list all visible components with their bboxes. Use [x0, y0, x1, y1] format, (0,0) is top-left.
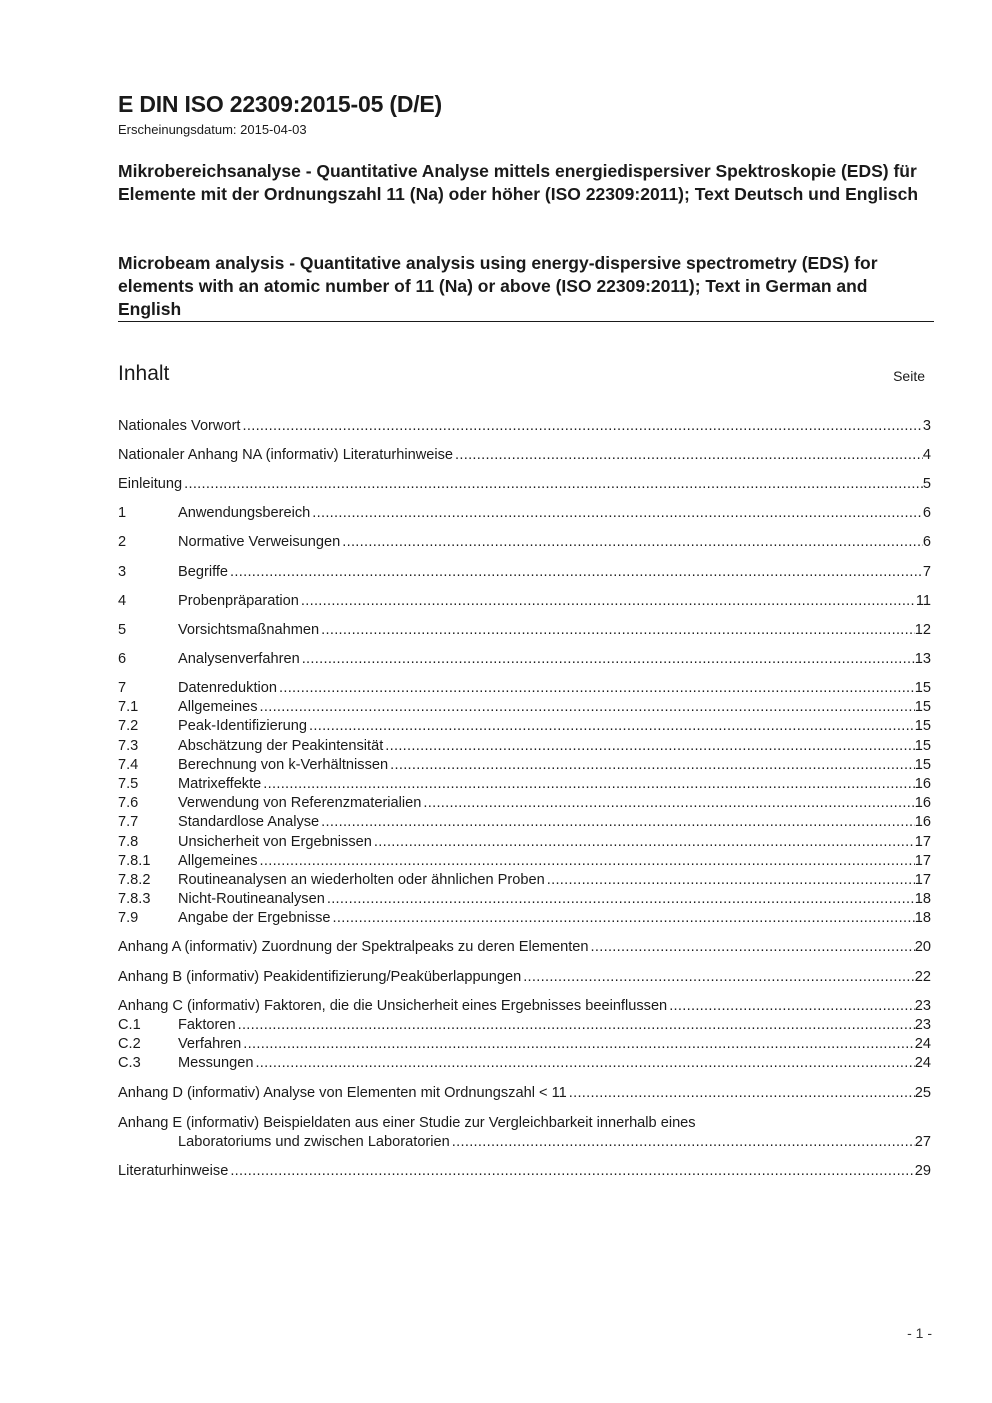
toc-entry[interactable] [118, 870, 931, 890]
toc-entry-title: Anhang C (informativ) Faktoren, die die Unsicherheit eines Ergebnisses beeinflussen [118, 998, 668, 1014]
toc-entry-number: 2 [118, 534, 127, 550]
toc-entry-title: Nicht-Routineanalysen [178, 891, 325, 907]
toc-heading: Inhalt [118, 362, 170, 385]
toc-dot-leader [319, 620, 915, 640]
toc-entry-page: 5 [922, 476, 931, 492]
toc-entry-page: 27 [914, 1134, 931, 1150]
toc-dot-leader [228, 1161, 914, 1181]
toc-entry-heading-line[interactable] [118, 1113, 931, 1133]
toc-entry-title: Anhang B (informativ) Peakidentifizierung/Peaküberlappungen [118, 969, 522, 985]
toc-entry-title: Nationaler Anhang NA (informativ) Literaturhinweise [118, 447, 454, 463]
toc-entry-number: 7.8.1 [118, 853, 151, 869]
toc-entry-page: 22 [914, 969, 931, 985]
toc-entry-number: 7.8 [118, 834, 139, 850]
toc-entry-page: 20 [914, 939, 931, 955]
toc-entry-title: Faktoren [178, 1017, 236, 1033]
toc-entry-number: C.1 [118, 1017, 141, 1033]
toc-dot-leader [331, 908, 915, 928]
toc-entry-number: 7.3 [118, 738, 139, 754]
toc-dot-leader [300, 649, 915, 669]
toc-entry-number: 6 [118, 651, 127, 667]
toc-dot-leader [319, 812, 915, 832]
toc-entry-page: 13 [914, 651, 931, 667]
toc-entry-number: C.2 [118, 1036, 141, 1052]
toc-entry-number: C.3 [118, 1055, 141, 1071]
toc-entry[interactable] [118, 445, 931, 465]
toc-entry-number: 7.1 [118, 699, 139, 715]
toc-entry-page: 15 [914, 757, 931, 773]
toc-dot-leader [521, 967, 915, 987]
toc-entry-title: Allgemeines [178, 699, 258, 715]
toc-entry-page: 6 [922, 505, 931, 521]
toc-entry[interactable] [118, 908, 931, 928]
toc-entry-page: 17 [914, 834, 931, 850]
toc-entry-title: Anwendungsbereich [178, 505, 311, 521]
toc-entry[interactable] [118, 620, 931, 640]
toc-dot-leader [545, 870, 915, 890]
toc-dot-leader [325, 889, 915, 909]
toc-entry[interactable] [118, 774, 931, 794]
toc-entry-page: 18 [914, 910, 931, 926]
title-divider [118, 321, 934, 322]
toc-dot-leader [450, 1132, 915, 1152]
page-number: - 1 - [907, 1325, 932, 1341]
toc-entry-number: 7 [118, 680, 127, 696]
toc-dot-leader [567, 1083, 915, 1103]
toc-entry[interactable] [118, 532, 931, 552]
toc-entry-page: 6 [922, 534, 931, 550]
toc-dot-leader [453, 445, 923, 465]
toc-dot-leader [236, 1015, 915, 1035]
toc-dot-leader [277, 678, 915, 698]
toc-dot-leader [388, 755, 915, 775]
toc-entry-number: 7.5 [118, 776, 139, 792]
toc-entry-page: 15 [914, 718, 931, 734]
toc-entry-number: 5 [118, 622, 127, 638]
toc-entry-page: 29 [914, 1163, 931, 1179]
toc-entry-title: Unsicherheit von Ergebnissen [178, 834, 372, 850]
toc-dot-leader [258, 697, 915, 717]
toc-entry[interactable] [118, 851, 931, 871]
toc-entry-title: Standardlose Analyse [178, 814, 320, 830]
toc-entry-page: 16 [914, 814, 931, 830]
toc-entry-title: Verwendung von Referenzmaterialien [178, 795, 422, 811]
toc-dot-leader [310, 503, 923, 523]
toc-entry[interactable] [118, 996, 931, 1016]
toc-entry-title: Analysenverfahren [178, 651, 300, 667]
toc-entry[interactable] [118, 1053, 931, 1073]
toc-entry-number: 7.7 [118, 814, 139, 830]
toc-entry[interactable] [118, 755, 931, 775]
toc-entry-title: Einleitung [118, 476, 183, 492]
toc-entry[interactable] [118, 1034, 931, 1054]
toc-entry-title: Laboratoriums und zwischen Laboratorien [178, 1134, 450, 1150]
toc-entry-page: 16 [914, 795, 931, 811]
toc-dot-leader [228, 562, 923, 582]
title-english: Microbeam analysis - Quantitative analysis using energy-dispersive spectrometry (EDS) for elements with an atomic number of 11 (Na) or above (ISO 22309:2011); Text in German and English [118, 253, 878, 319]
toc-dot-leader [421, 793, 914, 813]
toc-entry-number: 7.8.3 [118, 891, 151, 907]
toc-entry-page: 17 [914, 853, 931, 869]
toc-entry-title: Matrixeffekte [178, 776, 262, 792]
toc-entry-page: 4 [922, 447, 931, 463]
toc-entry-title: Anhang A (informativ) Zuordnung der Spektralpeaks zu deren Elementen [118, 939, 589, 955]
toc-entry[interactable] [118, 474, 931, 494]
toc-entry-title: Vorsichtsmaßnahmen [178, 622, 320, 638]
toc-entry-number: 1 [118, 505, 127, 521]
toc-dot-leader [340, 532, 923, 552]
toc-entry-number: 7.4 [118, 757, 139, 773]
title-german: Mikrobereichsanalyse - Quantitative Analyse mittels energiedispersiver Spektroskopie (EDS) für Elemente mit der Ordnungszahl 11 (Na) oder höher (ISO 22309:2011); Text Deutsch und Englisch [118, 161, 919, 204]
toc-entry-number: 7.6 [118, 795, 139, 811]
toc-entry[interactable] [118, 697, 931, 717]
toc-entry-title: Allgemeines [178, 853, 258, 869]
toc-dot-leader [589, 937, 915, 957]
toc-entry-page: 12 [914, 622, 931, 638]
toc-entry[interactable] [118, 416, 931, 436]
toc-dot-leader [299, 591, 916, 611]
toc-dot-leader [372, 832, 915, 852]
toc-entry-page: 16 [914, 776, 931, 792]
toc-entry-page: 15 [914, 699, 931, 715]
toc-entry[interactable] [118, 832, 931, 852]
toc-entry-page: 24 [914, 1036, 931, 1052]
toc-dot-leader [261, 774, 914, 794]
toc-entry[interactable] [118, 793, 931, 813]
toc-entry-title: Nationales Vorwort [118, 418, 241, 434]
toc-entry[interactable] [118, 1083, 931, 1103]
toc-entry[interactable] [118, 716, 931, 736]
toc-dot-leader [182, 474, 923, 494]
toc-entry[interactable] [118, 1015, 931, 1035]
toc-entry[interactable] [118, 562, 931, 582]
toc-entry-page: 25 [914, 1085, 931, 1101]
toc-entry-title: Verfahren [178, 1036, 242, 1052]
toc-entry[interactable] [118, 812, 931, 832]
document-title: E DIN ISO 22309:2015-05 (D/E) [118, 91, 443, 117]
toc-page-column-label: Seite [893, 368, 925, 384]
toc-entry-title: Begriffe [178, 564, 229, 580]
toc-entry-title: Messungen [178, 1055, 254, 1071]
toc-entry[interactable] [118, 736, 931, 756]
toc-entry-page: 23 [914, 1017, 931, 1033]
toc-entry-title: Literaturhinweise [118, 1163, 229, 1179]
toc-dot-leader [383, 736, 915, 756]
toc-entry-number: 7.8.2 [118, 872, 151, 888]
toc-entry[interactable] [118, 649, 931, 669]
toc-entry-page: 24 [914, 1055, 931, 1071]
toc-entry-title: Routineanalysen an wiederholten oder ähnlichen Proben [178, 872, 545, 888]
toc-entry-title: Anhang D (informativ) Analyse von Elementen mit Ordnungszahl < 11 [118, 1085, 567, 1101]
toc-dot-leader [307, 716, 915, 736]
toc-entry-number: 4 [118, 593, 127, 609]
toc-entry-number: 3 [118, 564, 127, 580]
toc-entry-title: Anhang E (informativ) Beispieldaten aus einer Studie zur Vergleichbarkeit innerhalb eines [118, 1115, 696, 1131]
toc-entry-page: 23 [914, 998, 931, 1014]
toc-dot-leader [241, 1034, 914, 1054]
toc-entry-title: Datenreduktion [178, 680, 277, 696]
toc-dot-leader [258, 851, 915, 871]
publication-date: Erscheinungsdatum: 2015-04-03 [118, 122, 307, 137]
toc-entry[interactable] [118, 937, 931, 957]
toc-entry-title: Angabe der Ergebnisse [178, 910, 331, 926]
toc-entry-title: Peak-Identifizierung [178, 718, 307, 734]
toc-entry-title: Abschätzung der Peakintensität [178, 738, 384, 754]
toc-entry-title: Probenpräparation [178, 593, 299, 609]
toc-entry-page: 7 [922, 564, 931, 580]
toc-dot-leader [253, 1053, 914, 1073]
toc-entry[interactable] [118, 678, 931, 698]
toc-entry-page: 17 [914, 872, 931, 888]
toc-entry-number: 7.9 [118, 910, 139, 926]
toc-entry-page: 15 [914, 738, 931, 754]
toc-entry-title: Berechnung von k-Verhältnissen [178, 757, 389, 773]
toc-entry[interactable] [118, 503, 931, 523]
toc-entry-page: 18 [914, 891, 931, 907]
toc-entry-page: 3 [922, 418, 931, 434]
toc-dot-leader [667, 996, 915, 1016]
toc-entry[interactable] [118, 591, 931, 611]
toc-entry-number: 7.2 [118, 718, 139, 734]
toc-entry[interactable] [178, 1132, 931, 1152]
toc-dot-leader [241, 416, 923, 436]
toc-entry-title: Normative Verweisungen [178, 534, 341, 550]
toc-entry[interactable] [118, 889, 931, 909]
toc-entry-page: 11 [915, 593, 931, 609]
toc-entry[interactable] [118, 1161, 931, 1181]
toc-entry-page: 15 [914, 680, 931, 696]
toc-entry[interactable] [118, 967, 931, 987]
